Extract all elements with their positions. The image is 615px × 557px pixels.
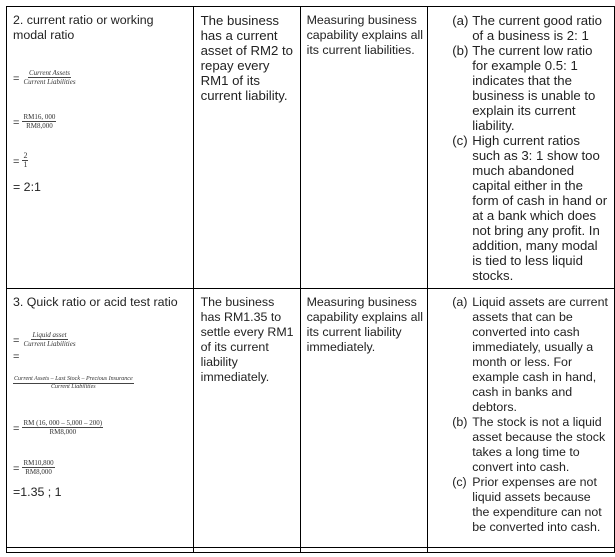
table-row-next [7, 548, 615, 553]
formula-line: = $\frac{RM16, 000}{RM8,000}$ [13, 113, 56, 131]
fraction: $\frac{RM16, 000}{RM8,000}$ [23, 113, 56, 131]
formula-line: = $\frac{2}{1}$ [13, 151, 28, 170]
formula-line [13, 375, 189, 393]
notes-list [428, 13, 608, 283]
fraction: $\frac{RM10,800}{RM8,000}$ [23, 459, 54, 477]
list-item: (b) The current low ratio for example 0.5: 1 indicates that the business is unable to explain its current liability. [452, 43, 596, 133]
ratio-notes-cell [428, 289, 615, 548]
formula-line: = $\frac{\text{Liquid asset}}{\text{Current Liabilities}}$ [13, 331, 76, 349]
fraction: $\frac{RM (16, 000 - 5,000 - 200)}{RM8,000}$ [23, 419, 103, 437]
table-row-quick-ratio [7, 289, 615, 548]
fraction: $\frac{\text{Liquid asset}}{\text{Current Liabilities}}$ [23, 331, 76, 349]
ratio-meaning-cell: The business has a current asset of RM2 to repay every RM1 of its current liability. [193, 7, 300, 289]
ratio-meaning-cell: The business has RM1.35 to settle every RM1 of its current liability immediately. [193, 289, 300, 548]
formula-line: = $\frac{RM10,800}{RM8,000}$ [13, 459, 54, 477]
list-item: (a) The current good ratio of a business is 2: 1 [452, 13, 602, 43]
ratio-formula-cell: 3. Quick ratio or acid test ratio = $\frac{\text{Liquid asset}}{\text{Current Liabilities}}$ = $\frac{\text{Current Assets – Last Stock – Precious Insurance}}{\text{Current Liabilities}}$ = $\frac{RM (16, 000 - 5,000 - 200)}{RM8,000}$ = $\frac{RM10,800}{RM8,000}$ =1.35 ; 1 [7, 289, 194, 548]
notes-list [428, 295, 608, 535]
ratio-title: 3. Quick ratio or acid test ratio [13, 295, 178, 309]
ratio-title: 2. current ratio or working modal ratio [13, 13, 154, 42]
ratio-result: =1.35 ; 1 [13, 485, 62, 499]
list-item: (c) Prior expenses are not liquid assets because the expenditure can not be converted into cash. [452, 475, 602, 534]
ratio-purpose-cell: Measuring business capability explains all its current liability immediately. [300, 289, 428, 548]
formula-line: = $\frac{RM (16, 000 - 5,000 - 200)}{RM8,000}$ [13, 419, 103, 437]
fraction: $\frac{\text{Current Assets}}{\text{Current Liabilities}}$ [23, 69, 76, 87]
fraction: $\frac{2}{1}$ [23, 151, 28, 170]
fraction: $\frac{\text{Current Assets – Last Stock – Precious Insurance}}{\text{Current Liabilities}}$ [14, 376, 133, 391]
list-item: (b) The stock is not a liquid asset because the stock takes a long time to convert into cash. [452, 415, 606, 474]
ratio-purpose-cell: Measuring business capability explains all its current liabilities. [300, 7, 428, 289]
ratio-formula-cell [7, 7, 194, 289]
ratio-table [6, 6, 615, 553]
ratio-notes-cell [428, 7, 615, 289]
ratio-result: = 2:1 [13, 180, 41, 194]
list-item: (a) Liquid assets are current assets that can be converted into cash immediately, usually a month or less. For example cash in hand, cash in banks and debtors. [452, 295, 608, 414]
list-item: (c) High current ratios such as 3: 1 show too much abandoned capital either in the form of cash in hand or at a bank which does not bring any profit. In addition, many modal is tied to less liquid stocks. [452, 133, 608, 283]
table-row-current-ratio [7, 7, 615, 289]
formula-line: = $\frac{\text{Current Assets}}{\text{Current Liabilities}}$ [13, 69, 76, 87]
